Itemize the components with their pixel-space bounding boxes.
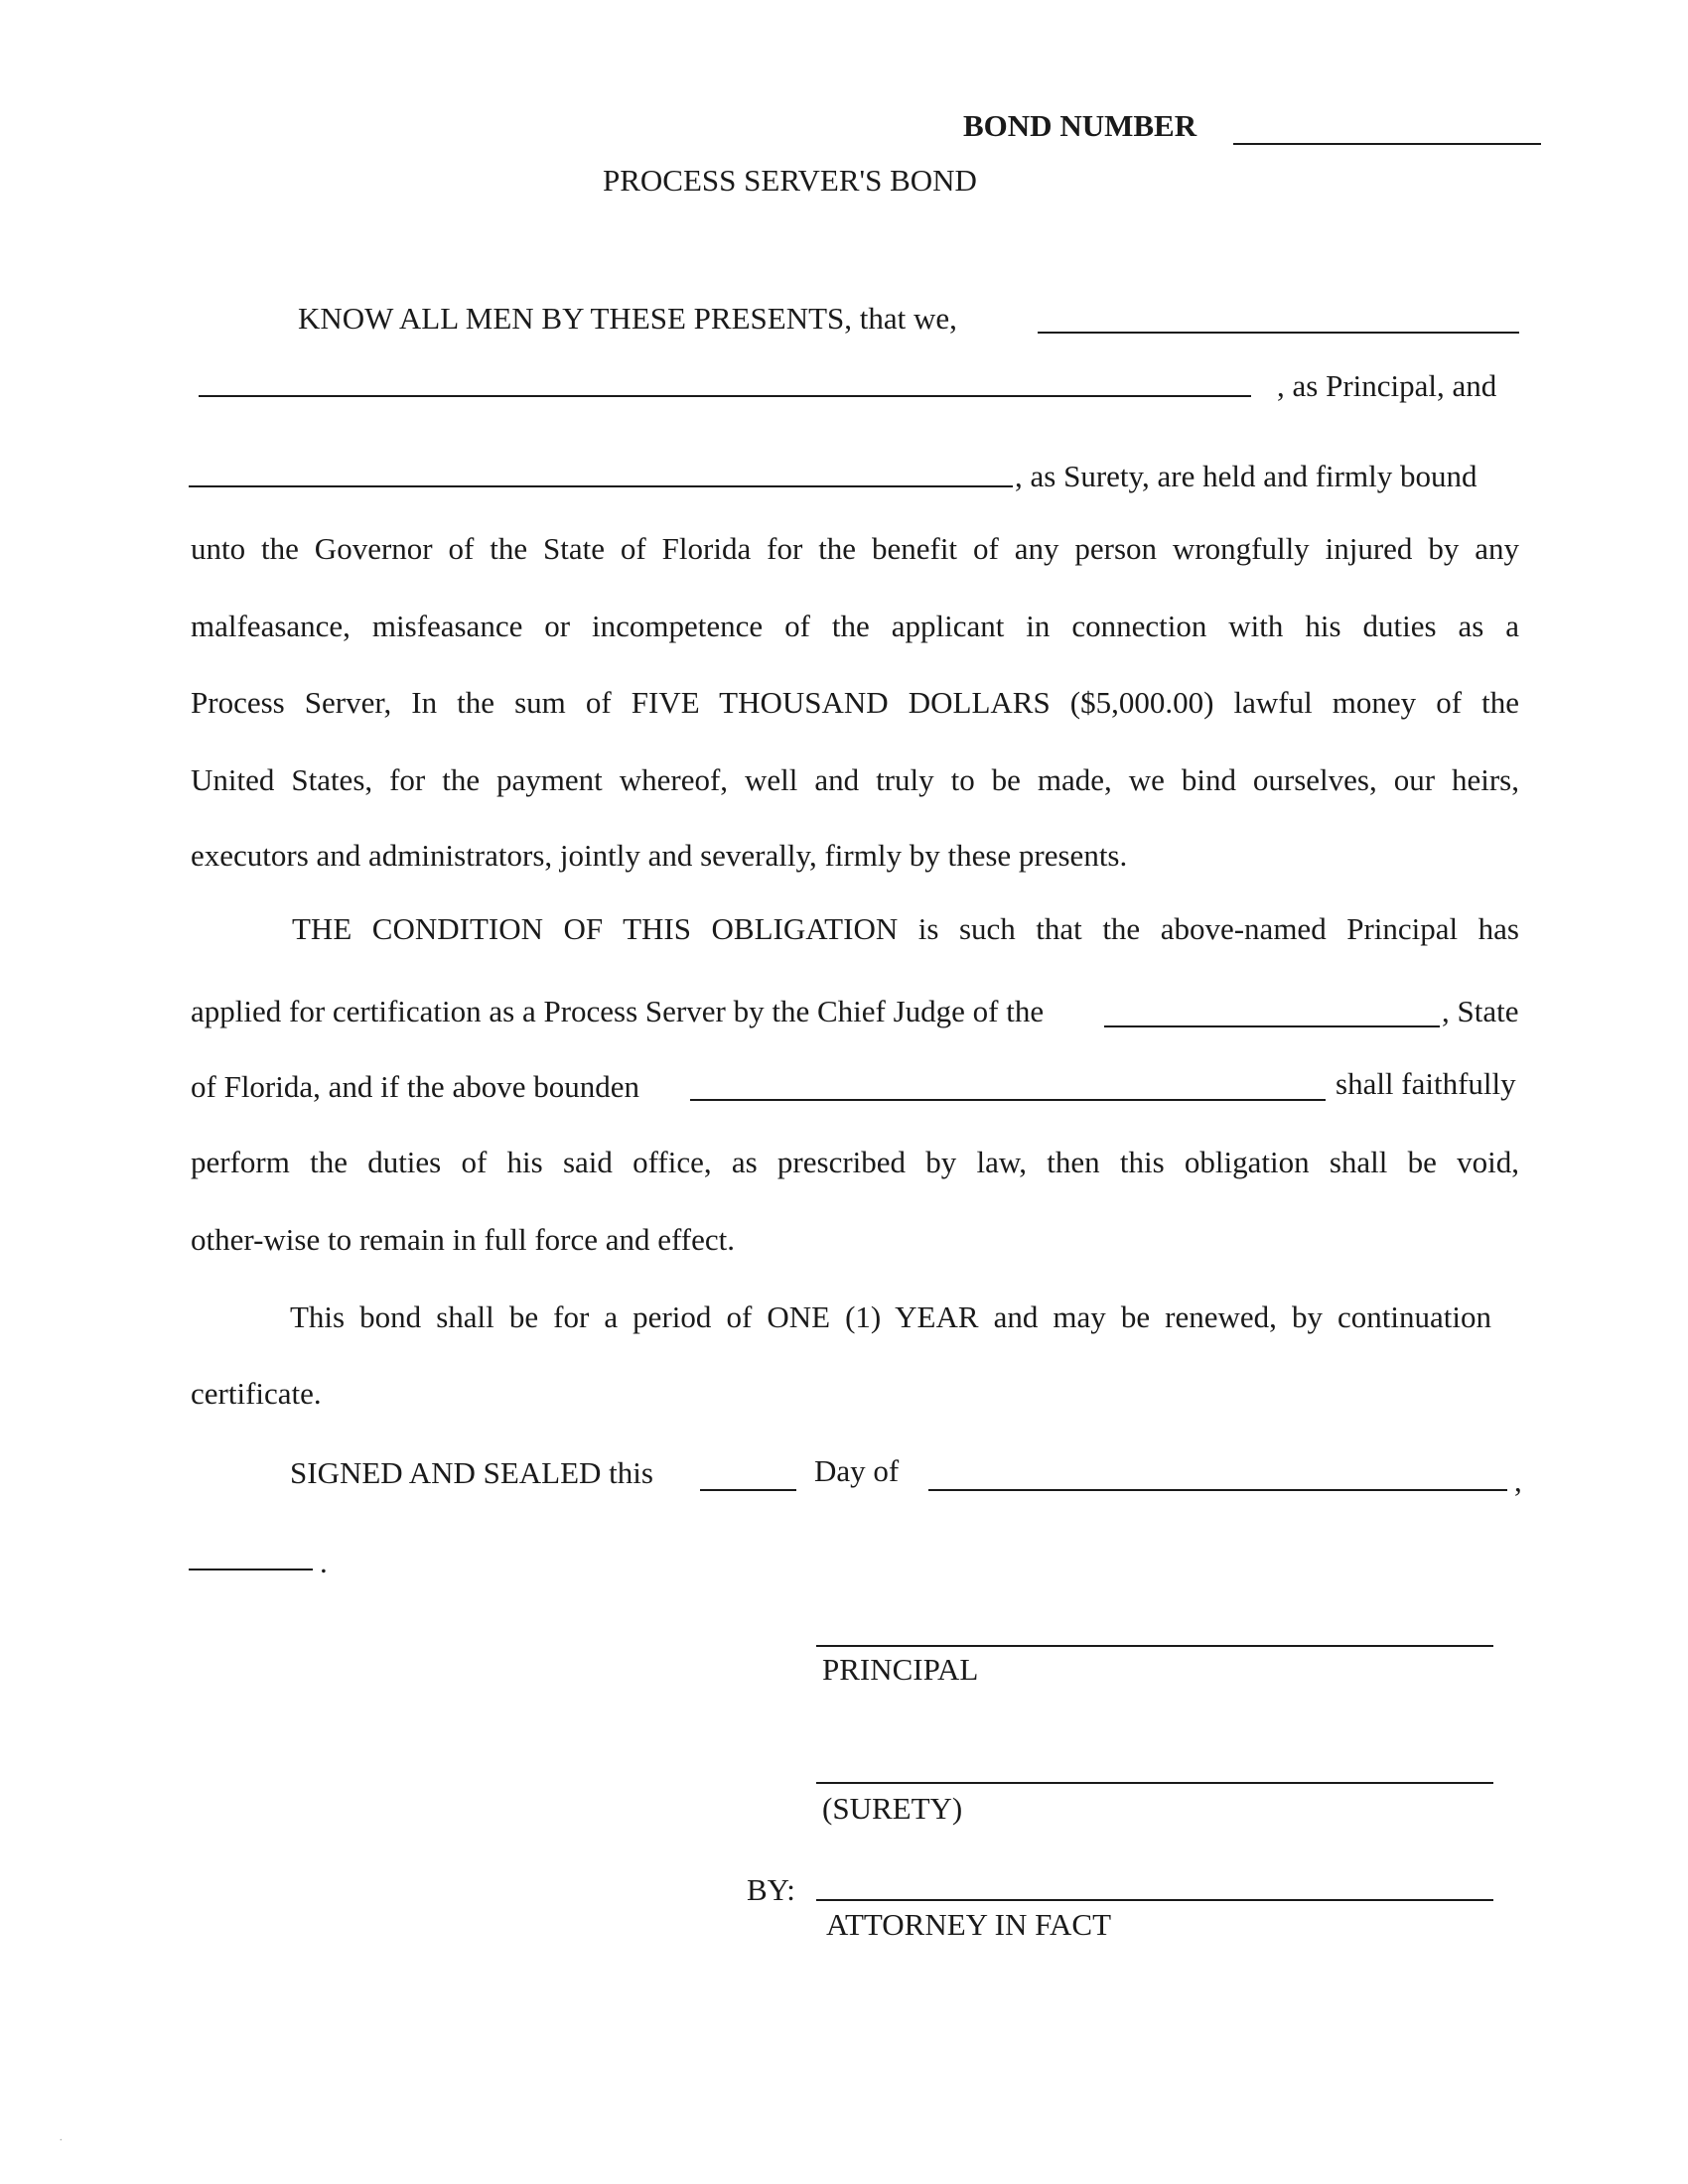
as-surety-text: , as Surety, are held and firmly bound bbox=[1015, 459, 1477, 493]
certificate-line: certificate. bbox=[191, 1376, 322, 1411]
perform-duties-line: perform the duties of his said office, as prescribed by law, then this obligation shall be void, bbox=[191, 1145, 1519, 1179]
principal-name-field-2[interactable] bbox=[199, 395, 1251, 397]
principal-name-field-1[interactable] bbox=[1038, 332, 1519, 334]
principal-label: PRINCIPAL bbox=[822, 1652, 979, 1687]
surety-label: (SURETY) bbox=[822, 1791, 963, 1826]
bounden-name-field[interactable] bbox=[690, 1099, 1326, 1101]
bond-number-field[interactable] bbox=[1233, 143, 1541, 145]
period-text: . bbox=[320, 1545, 328, 1579]
judicial-circuit-field[interactable] bbox=[1104, 1025, 1440, 1027]
state-text: , State bbox=[1442, 994, 1519, 1028]
day-field[interactable] bbox=[700, 1489, 796, 1491]
signed-sealed-text: SIGNED AND SEALED this bbox=[290, 1455, 653, 1490]
body-line-payment: United States, for the payment whereof, well and truly to be made, we bind ourselves, our heirs, bbox=[191, 762, 1519, 797]
month-field[interactable] bbox=[928, 1489, 1507, 1491]
attorney-in-fact-label: ATTORNEY IN FACT bbox=[826, 1907, 1112, 1942]
florida-bounden-text: of Florida, and if the above bounden bbox=[191, 1069, 639, 1104]
shall-faithfully-text: shall faithfully bbox=[1336, 1066, 1516, 1101]
bond-number-label: BOND NUMBER bbox=[963, 108, 1197, 143]
principal-signature-line[interactable] bbox=[816, 1645, 1493, 1647]
day-of-text: Day of bbox=[814, 1453, 900, 1488]
page-corner-mark: . bbox=[60, 2132, 63, 2143]
body-line-executors: executors and administrators, jointly and severally, firmly by these presents. bbox=[191, 838, 1128, 873]
by-label: BY: bbox=[747, 1872, 795, 1907]
document-title: PROCESS SERVER'S BOND bbox=[603, 163, 977, 198]
body-line-malfeasance: malfeasance, misfeasance or incompetence of the applicant in connection with his duties as a bbox=[191, 609, 1519, 643]
body-line-sum: Process Server, In the sum of FIVE THOUSAND DOLLARS ($5,000.00) lawful money of the bbox=[191, 685, 1519, 720]
comma-text: , bbox=[1514, 1463, 1522, 1498]
attorney-signature-line[interactable] bbox=[816, 1899, 1493, 1901]
as-principal-text: , as Principal, and bbox=[1277, 368, 1497, 403]
know-all-men-text: KNOW ALL MEN BY THESE PRESENTS, that we, bbox=[298, 301, 957, 336]
applied-certification-text: applied for certification as a Process Server by the Chief Judge of the bbox=[191, 994, 1045, 1028]
surety-signature-line[interactable] bbox=[816, 1782, 1493, 1784]
surety-name-field[interactable] bbox=[189, 485, 1013, 487]
body-line-governor: unto the Governor of the State of Florida for the benefit of any person wrongfully injured by any bbox=[191, 531, 1519, 566]
otherwise-line: other-wise to remain in full force and effect. bbox=[191, 1222, 735, 1257]
condition-line: THE CONDITION OF THIS OBLIGATION is such that the above-named Principal has bbox=[292, 911, 1519, 946]
year-field[interactable] bbox=[189, 1569, 313, 1570]
period-line: This bond shall be for a period of ONE (1) YEAR and may be renewed, by continuation bbox=[290, 1299, 1491, 1334]
